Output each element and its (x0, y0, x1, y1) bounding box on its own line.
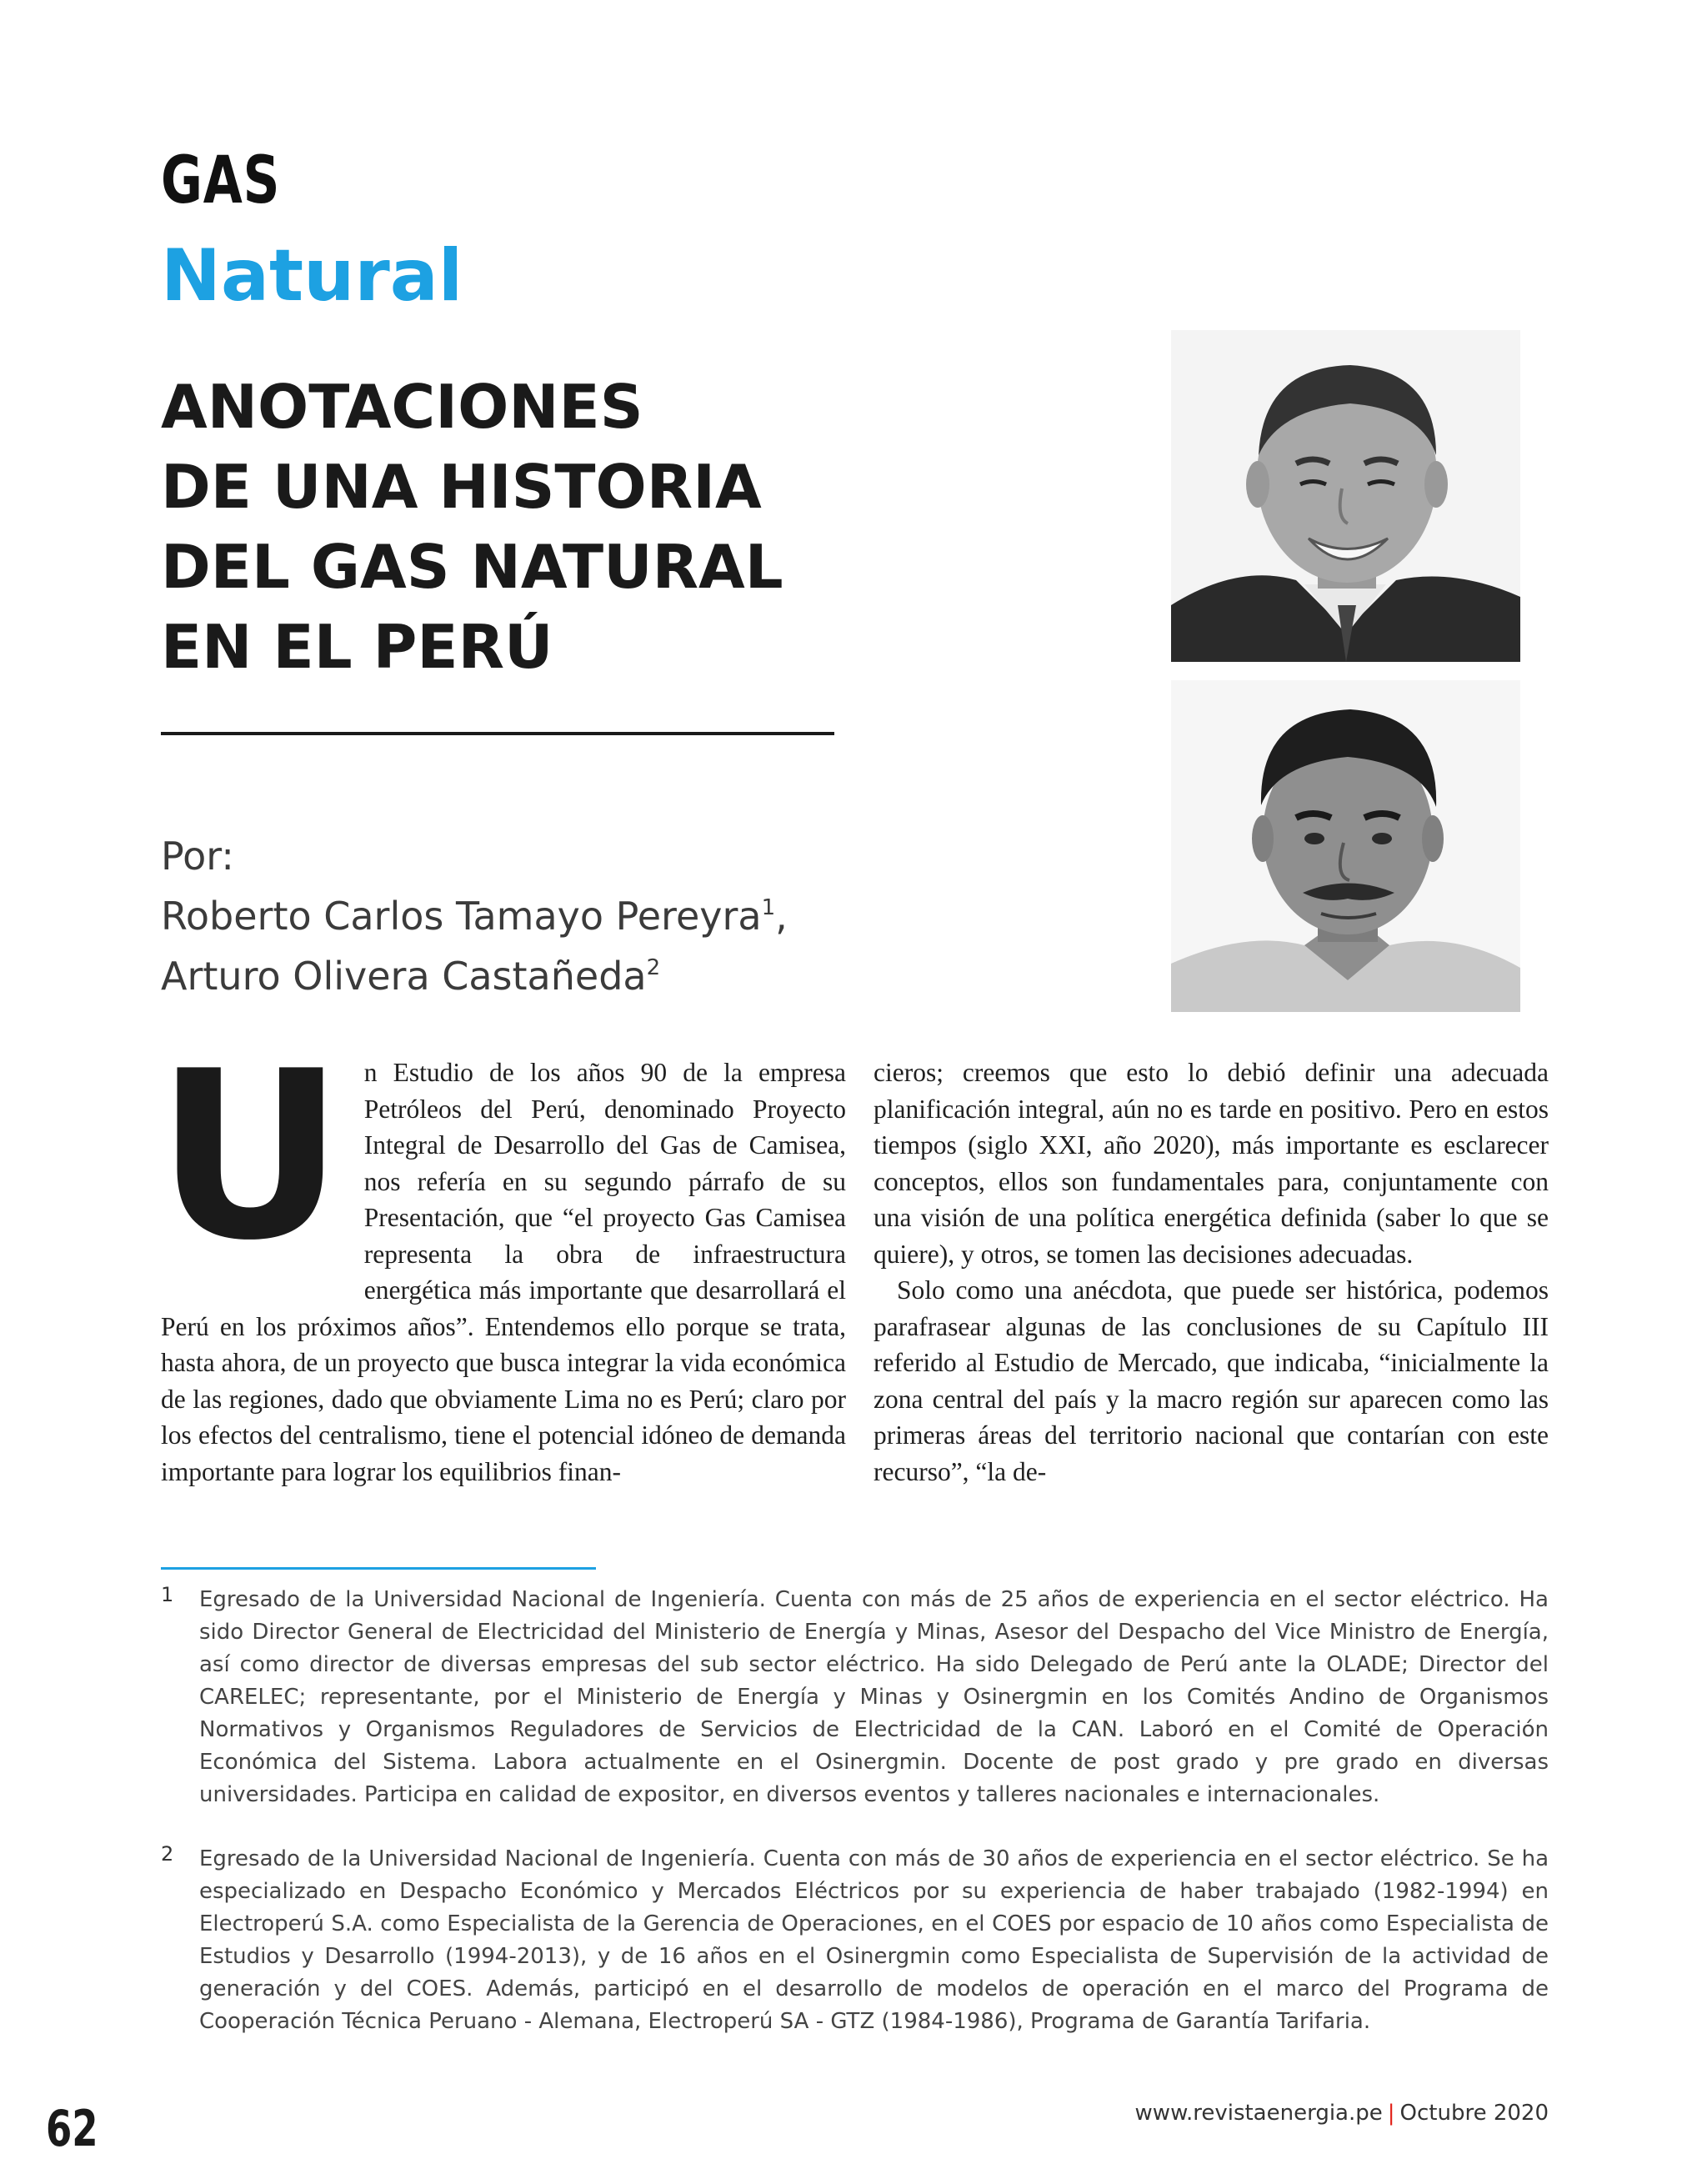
footnote-text: Egresado de la Universidad Nacional de Ingeniería. Cuenta con más de 30 años de experiencia en el sector eléctrico. Se ha especializado en Despacho Económico y Mercados Eléctricos por su experiencia de haber trabajado (1982-1994) en Electroperú S.A. como Especialista de la Gerencia de Operaciones, en el COES por espacio de 10 años como Especialista de Estudios y Desarrollo (1994-2013), y de 16 años en el Osinergmin como Especialista de Supervisión de la actividad de generación y del COES. Además, participó en el desarrollo de modelos de operación en el marco del Programa de Cooperación Técnica Peruano - Alemana, Electroperú SA - GTZ (1984-1986), Programa de Garantía Tarifaria. (199, 1846, 1549, 2034)
footnote-number: 1 (161, 1583, 174, 1606)
body-paragraph: n Estudio de los años 90 de la empresa Petróleos del Perú, denominado Proyecto Integral de Desarrollo del Gas de Camisea, nos refería en su segundo párrafo de su Presentación, que “el proyecto Gas Camisea representa la obra de infraestructura energética más importante que desarrollará el Perú en los próximos años”. Entendemos ello porque se trata, hasta ahora, de un proyecto que busca integrar la vida económica de las regiones, dado que obviamente Lima no es Perú; claro por los efectos del centralismo, tiene el potencial idóneo de demanda importante para lograr los equilibrios finan- (161, 1058, 846, 1486)
author-2-name: Arturo Olivera Castañeda (161, 954, 647, 999)
author-2 (161, 942, 894, 1002)
footnote-1 (161, 1584, 1549, 1811)
byline (161, 830, 894, 1002)
footnote-divider (161, 1567, 596, 1570)
author-1 (161, 882, 894, 942)
body-column-right (874, 1054, 1549, 1490)
title-line: DEL GAS NATURAL (161, 532, 783, 602)
title-line: DE UNA HISTORIA (161, 452, 762, 522)
footnote-2 (161, 1843, 1549, 2038)
page-footer (1135, 2101, 1549, 2126)
author-2-photo (1171, 680, 1520, 1012)
article-title (161, 367, 894, 687)
author-1-comma: , (775, 894, 788, 939)
title-line: ANOTACIONES (161, 372, 643, 442)
section-label-top: GAS (161, 143, 281, 218)
body-paragraph: cieros; creemos que esto lo debió definir una adecuada planificación integral, aún no es tarde en positivo. Pero en estos tiempos (siglo XXI, año 2020), más importante es esclarecer conceptos, ellos son fundamentales para, conjuntamente con una visión de una política energética definida (saber lo que se quiere), y otros, se tomen las decisiones adecuadas. (874, 1058, 1549, 1269)
footnote-number: 2 (161, 1842, 174, 1866)
footnote-text: Egresado de la Universidad Nacional de Ingeniería. Cuenta con más de 25 años de experiencia en el sector eléctrico. Ha sido Director General de Electricidad del Ministerio de Energía y Minas, Asesor del Despacho del Vice Ministro de Energía, así como director de diversas empresas del sub sector eléctrico. Ha sido Delegado de Perú ante la OLADE; Director del CARELEC; representante, por el Ministerio de Energía y Minas y Osinergmin en los Comités Andino de Organismos Normativos y Organismos Reguladores de Servicios de Electricidad de la CAN. Laboró en el Comité de Operación Económica del Sistema. Labora actualmente en el Osinergmin. Docente de post grado y pre grado en diversas universidades. Participa en calidad de expositor, en diversos eventos y talleres nacionales e internacionales. (199, 1587, 1549, 1807)
footer-separator: | (1387, 2101, 1395, 2126)
footnote-ref-1[interactable]: 1 (761, 895, 776, 920)
author-1-name: Roberto Carlos Tamayo Pereyra (161, 894, 762, 939)
drop-cap: U (156, 1021, 344, 1291)
page-number: 62 (46, 2100, 98, 2158)
author-1-photo (1171, 330, 1520, 662)
section-label-bottom: Natural (161, 234, 463, 318)
title-divider (161, 732, 834, 735)
byline-label: Por: (161, 834, 234, 879)
issue-date: Octubre 2020 (1399, 2101, 1549, 2126)
body-column-left (156, 1021, 846, 1490)
body-paragraph: Solo como una anécdota, que puede ser histórica, podemos parafrasear algunas de las conclusiones de su Capítulo III referido al Estudio de Mercado, que indicaba, “inicialmente la zona central del país y la macro región sur aparecen como las primeras áreas del territorio nacional que contarían con este recurso”, “la de- (874, 1275, 1549, 1486)
title-line: EN EL PERÚ (161, 612, 553, 682)
footnote-ref-2[interactable]: 2 (646, 955, 661, 980)
website-link[interactable]: www.revistaenergia.pe (1134, 2101, 1383, 2126)
